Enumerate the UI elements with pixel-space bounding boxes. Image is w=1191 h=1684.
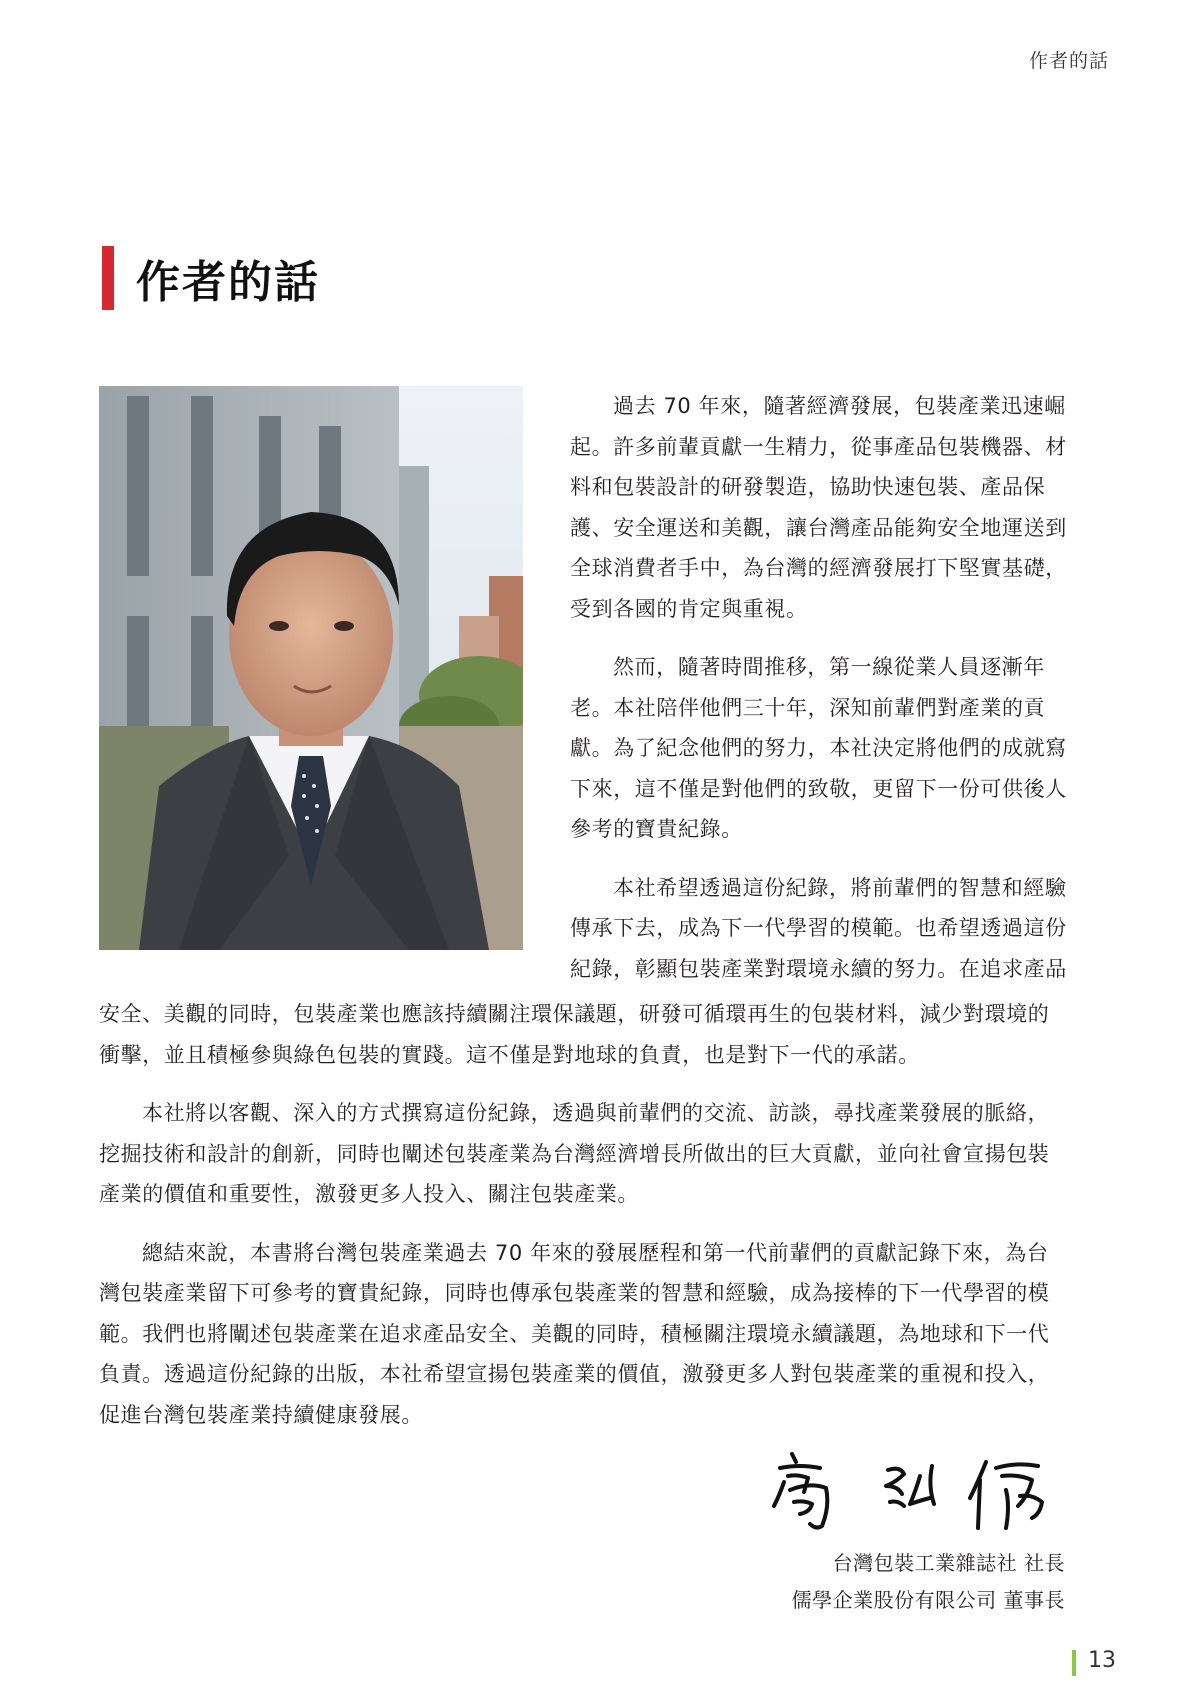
author-title-line-1: 台灣包裝工業雜誌社 社長 <box>832 1551 1065 1575</box>
text-line: 全球消費者手中，為台灣的經濟發展打下堅實基礎， <box>570 556 1067 580</box>
text-line: 灣包裝產業留下可參考的寶貴紀錄，同時也傳承包裝產業的智慧和經驗，成為接棒的下一代學習的模 <box>99 1281 1050 1305</box>
text-line: 本社希望透過這份紀錄，將前輩們的智慧和經驗 <box>613 875 1067 900</box>
page-number: 13 <box>1088 1648 1116 1673</box>
page-number-accent <box>1072 1650 1076 1676</box>
right-column-text <box>570 386 1081 989</box>
full-width-text <box>99 994 1081 1435</box>
text-line: 衝擊，並且積極參與綠色包裝的實踐。這不僅是對地球的負責，也是對下一代的承諾。 <box>99 1042 920 1067</box>
text-line: 範。我們也將闡述包裝產業在追求產品安全、美觀的同時，積極關注環境永續議題，為地球和下一代 <box>99 1321 1050 1346</box>
text-line: 老。本社陪伴他們三十年，深知前輩們對產業的貢 <box>570 695 1046 720</box>
text-line: 參考的寶貴紀錄。 <box>570 817 743 841</box>
text-line: 護、安全運送和美觀，讓台灣產品能夠安全地運送到 <box>570 515 1067 540</box>
text-line: 總結來說，本書將台灣包裝產業過去 70 年來的發展歷程和第一代前輩們的貢獻記錄下來，為台 <box>142 1240 1049 1265</box>
page-title-block <box>102 246 320 310</box>
page-title: 作者的話 <box>136 257 320 308</box>
text-line: 下來，這不僅是對他們的致敬，更留下一份可供後人 <box>570 776 1067 801</box>
text-line: 促進台灣包裝產業持續健康發展。 <box>99 1402 423 1427</box>
running-head: 作者的話 <box>1028 50 1109 72</box>
text-line: 安全、美觀的同時，包裝產業也應該持續關注環保議題，研發可循環再生的包裝材料，減少對環境的 <box>99 1002 1050 1026</box>
text-line: 過去 70 年來，隨著經濟發展，包裝產業迅速崛 <box>613 394 1066 418</box>
author-title-line-2: 儒學企業股份有限公司 董事長 <box>791 1588 1065 1612</box>
text-line: 然而，隨著時間推移，第一線從業人員逐漸年 <box>613 655 1045 679</box>
text-line: 負責。透過這份紀錄的出版，本社希望宣揚包裝產業的價值，激發更多人對包裝產業的重視和投入， <box>99 1362 1050 1386</box>
text-line: 起。許多前輩貢獻一生精力，從事產品包裝機器、材 <box>570 434 1067 459</box>
text-line: 料和包裝設計的研發製造，協助快速包裝、產品保 <box>570 475 1046 499</box>
handwritten-signature <box>770 1446 1070 1536</box>
text-line: 受到各國的肯定與重視。 <box>570 596 808 621</box>
text-line: 傳承下去，成為下一代學習的模範。也希望透過這份 <box>570 916 1067 940</box>
text-line: 紀錄，彰顯包裝產業對環境永續的努力。在追求產品 <box>570 956 1067 981</box>
text-line: 挖掘技術和設計的創新，同時也闡述包裝產業為台灣經濟增長所做出的巨大貢獻，並向社會宣揚包裝 <box>99 1141 1050 1166</box>
text-line: 本社將以客觀、深入的方式撰寫這份紀錄，透過與前輩們的交流、訪談，尋找產業發展的脈絡， <box>142 1101 1050 1125</box>
text-line: 獻。為了紀念他們的努力，本社決定將他們的成就寫 <box>570 736 1067 760</box>
text-line: 產業的價值和重要性，激發更多人投入、關注包裝產業。 <box>99 1182 639 1206</box>
title-accent-bar <box>102 246 114 310</box>
author-photo <box>99 386 523 950</box>
